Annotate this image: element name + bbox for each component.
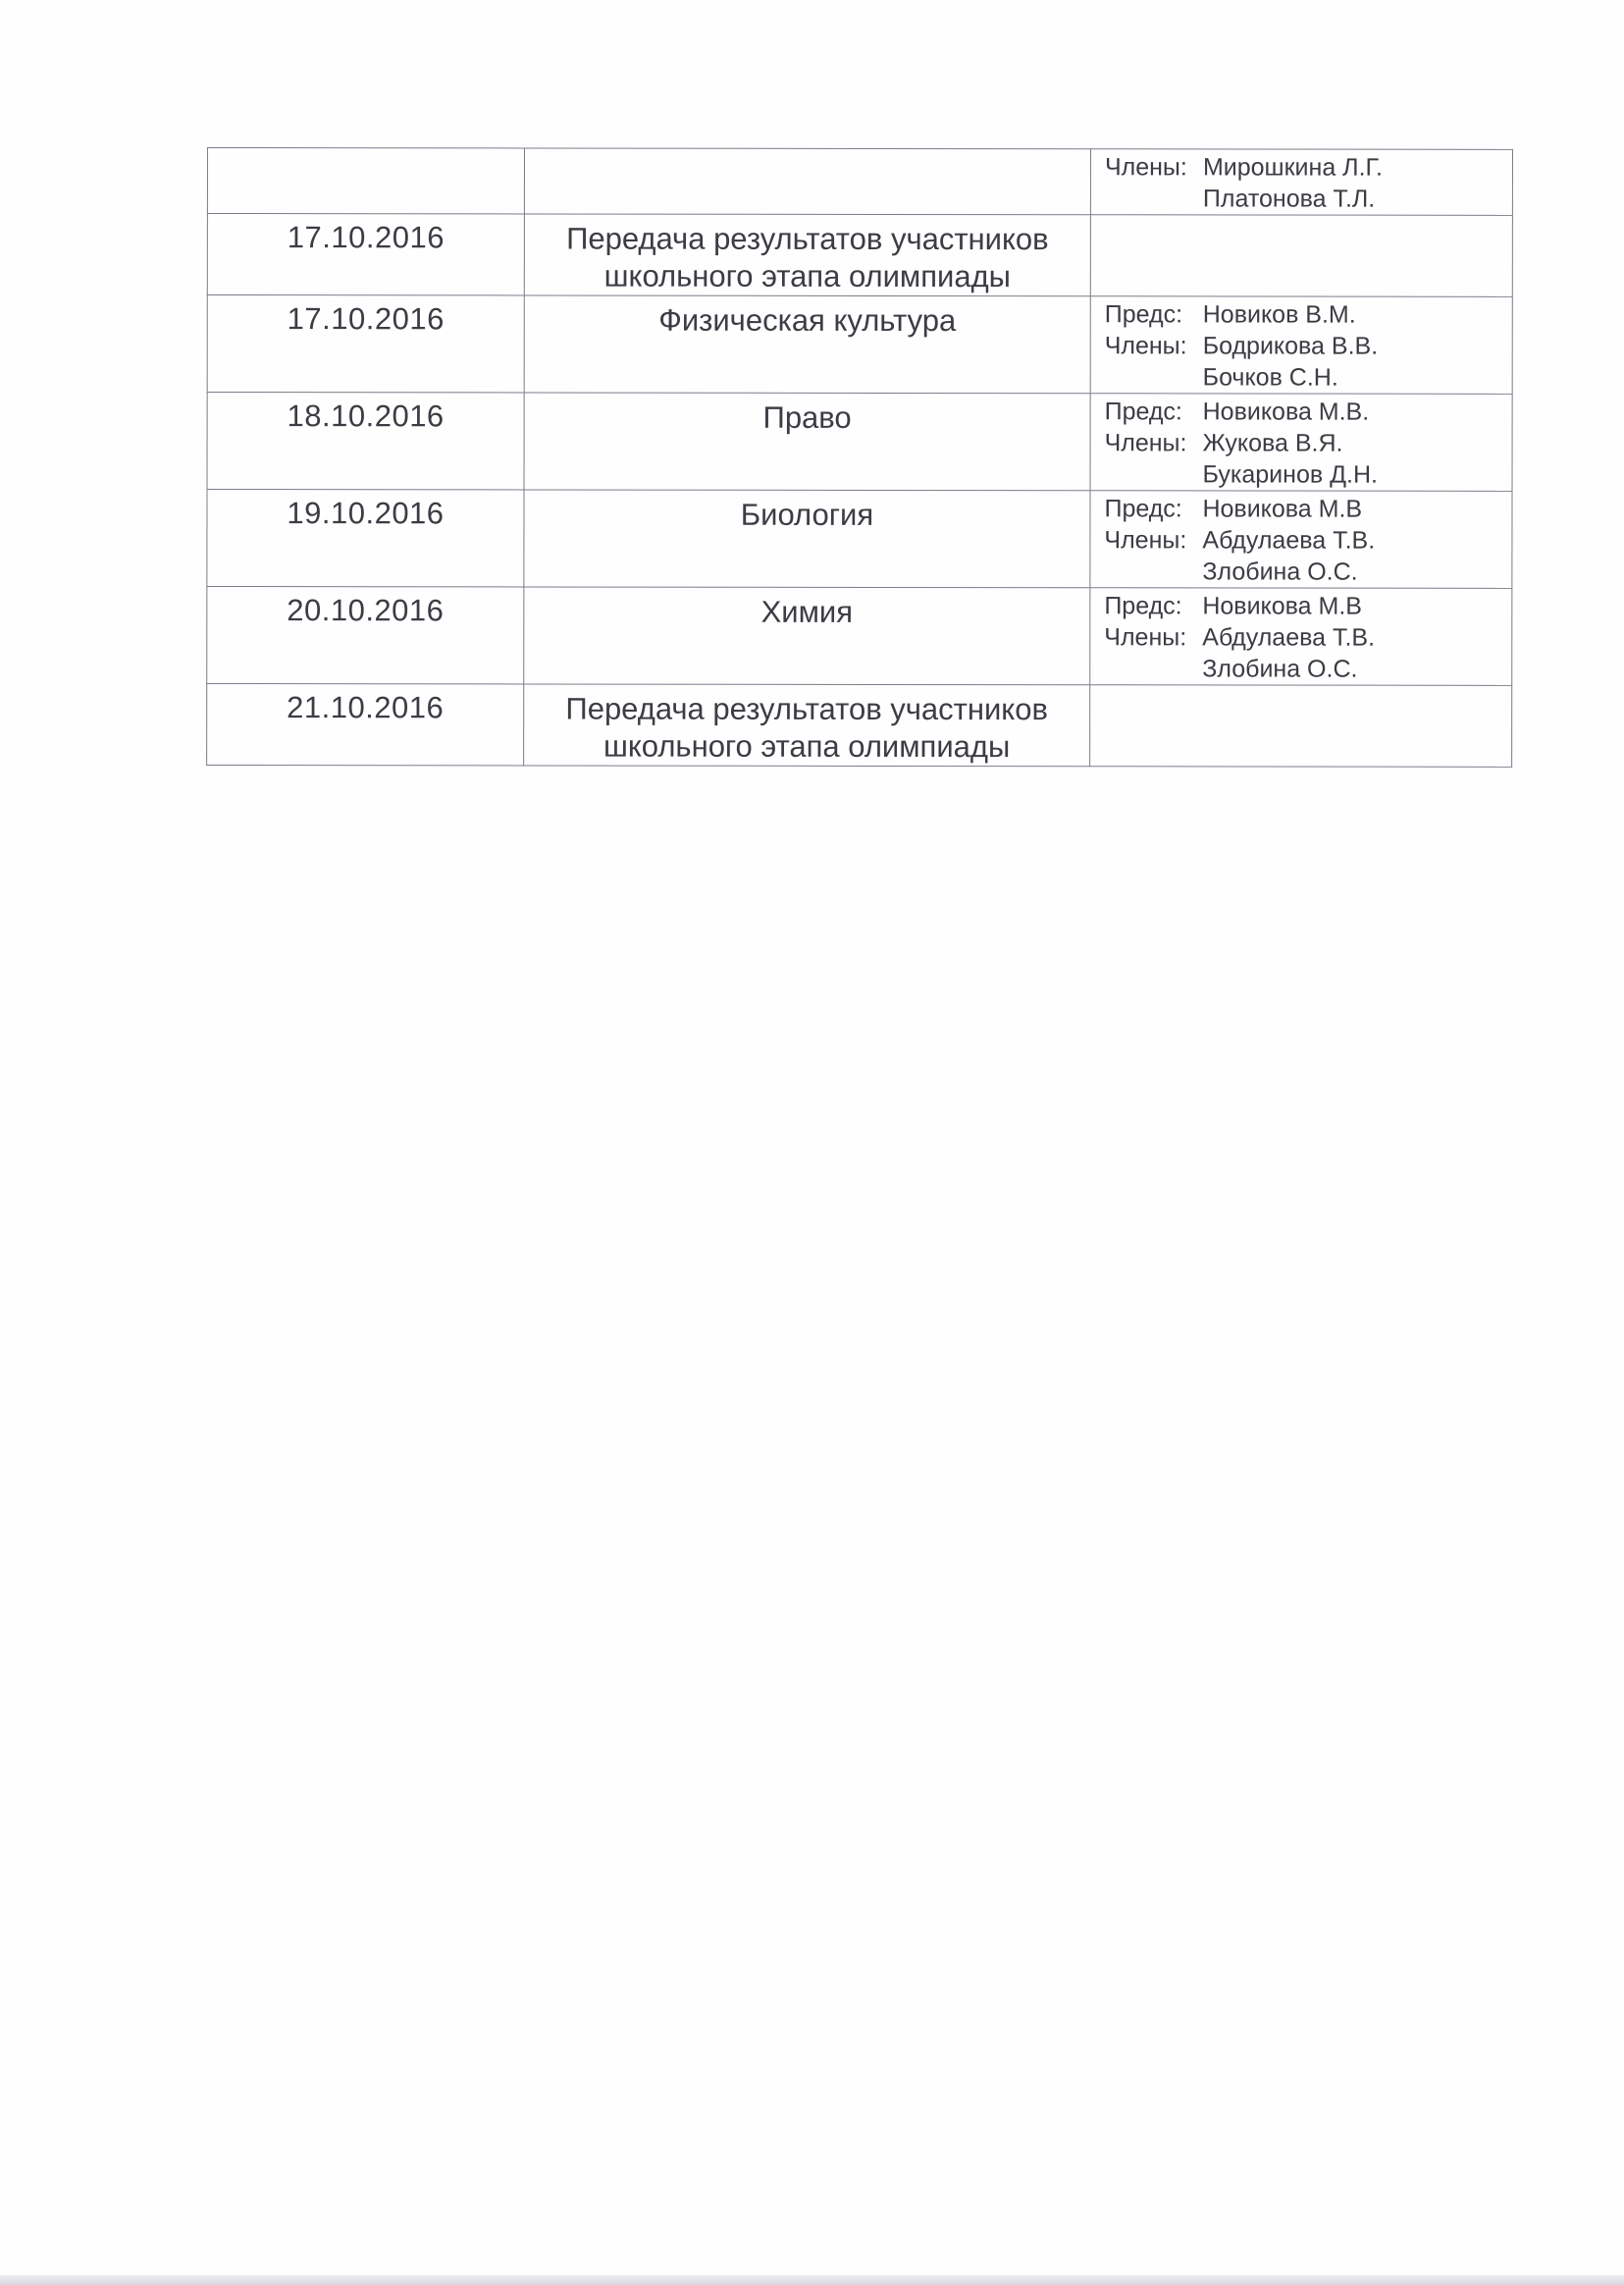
event-cell: Право bbox=[524, 393, 1090, 491]
jury-role-label: Члены: bbox=[1104, 153, 1187, 182]
jury-member-name: Абдулаева Т.В. bbox=[1202, 623, 1376, 652]
schedule-body bbox=[207, 148, 1513, 768]
date-cell bbox=[207, 148, 524, 214]
jury-cell bbox=[1090, 588, 1512, 686]
jury-member bbox=[1104, 621, 1505, 654]
jury-role-label bbox=[1105, 361, 1203, 393]
jury-role-label: Члены: bbox=[1104, 526, 1187, 555]
date-cell: 18.10.2016 bbox=[207, 393, 524, 490]
table-row bbox=[207, 393, 1512, 492]
jury-role-label bbox=[1105, 183, 1203, 214]
jury-member bbox=[1105, 361, 1506, 394]
jury-member bbox=[1105, 151, 1506, 184]
jury-cell bbox=[1090, 149, 1512, 216]
date-cell: 17.10.2016 bbox=[207, 295, 524, 393]
date-cell: 20.10.2016 bbox=[207, 587, 524, 684]
table-row bbox=[207, 148, 1512, 216]
event-cell: Передача результатов участников школьного этапа олимпиады bbox=[524, 214, 1090, 296]
jury-member bbox=[1105, 330, 1506, 362]
jury-cell bbox=[1090, 685, 1512, 768]
jury-role-label: Предс: bbox=[1104, 300, 1183, 329]
date-cell: 17.10.2016 bbox=[207, 214, 524, 295]
event-cell: Физическая культура bbox=[524, 295, 1090, 394]
date-cell: 19.10.2016 bbox=[207, 490, 524, 587]
jury-cell bbox=[1090, 491, 1512, 589]
jury-member-name: Злобина О.С. bbox=[1202, 655, 1358, 683]
event-cell: Химия bbox=[524, 587, 1090, 685]
jury-member bbox=[1104, 653, 1505, 685]
jury-cell bbox=[1090, 296, 1512, 395]
event-cell: Биология bbox=[524, 490, 1090, 588]
event-cell: Передача результатов участников школьного этапа олимпиады bbox=[524, 684, 1090, 767]
jury-member bbox=[1105, 396, 1506, 428]
jury-role-label bbox=[1104, 556, 1202, 587]
jury-role-label bbox=[1105, 458, 1203, 490]
olympiad-schedule-table bbox=[206, 147, 1513, 768]
jury-member bbox=[1105, 427, 1506, 459]
jury-member bbox=[1104, 556, 1505, 588]
jury-cell bbox=[1090, 215, 1512, 297]
jury-member-name: Новикова М.В. bbox=[1202, 398, 1370, 426]
jury-member bbox=[1104, 590, 1505, 622]
jury-member-name: Новикова М.В bbox=[1202, 495, 1363, 523]
jury-role-label: Предс: bbox=[1104, 398, 1182, 426]
jury-member-name: Злобина О.С. bbox=[1202, 558, 1358, 586]
table-row bbox=[207, 214, 1512, 297]
jury-member-name: Бодрикова В.В. bbox=[1202, 332, 1379, 360]
jury-role-label: Члены: bbox=[1104, 332, 1187, 360]
jury-member bbox=[1105, 298, 1506, 331]
jury-member-name: Платонова Т.Л. bbox=[1202, 185, 1376, 213]
table-row bbox=[207, 684, 1512, 768]
table-row bbox=[207, 587, 1512, 686]
jury-role-label: Члены: bbox=[1104, 623, 1187, 652]
jury-member-name: Новиков В.М. bbox=[1202, 300, 1356, 329]
jury-member bbox=[1105, 183, 1506, 215]
jury-role-label: Члены: bbox=[1104, 429, 1187, 457]
jury-role-label bbox=[1104, 653, 1202, 684]
jury-role-label: Предс: bbox=[1104, 495, 1182, 523]
jury-member bbox=[1104, 524, 1505, 557]
event-cell bbox=[524, 148, 1090, 215]
jury-member bbox=[1104, 493, 1505, 525]
table-row bbox=[207, 490, 1512, 589]
jury-member-name: Новикова М.В bbox=[1202, 592, 1362, 620]
table-row bbox=[207, 295, 1512, 395]
jury-member bbox=[1105, 458, 1506, 491]
scan-bottom-edge bbox=[0, 2275, 1624, 2285]
jury-member-name: Бочков С.Н. bbox=[1202, 363, 1338, 392]
date-cell: 21.10.2016 bbox=[207, 684, 524, 766]
jury-member-name: Абдулаева Т.В. bbox=[1202, 526, 1376, 555]
jury-role-label: Предс: bbox=[1104, 592, 1182, 620]
jury-member-name: Жукова В.Я. bbox=[1202, 429, 1343, 457]
jury-cell bbox=[1090, 394, 1512, 492]
jury-member-name: Мирошкина Л.Г. bbox=[1202, 153, 1383, 182]
jury-member-name: Букаринов Д.Н. bbox=[1202, 460, 1378, 489]
